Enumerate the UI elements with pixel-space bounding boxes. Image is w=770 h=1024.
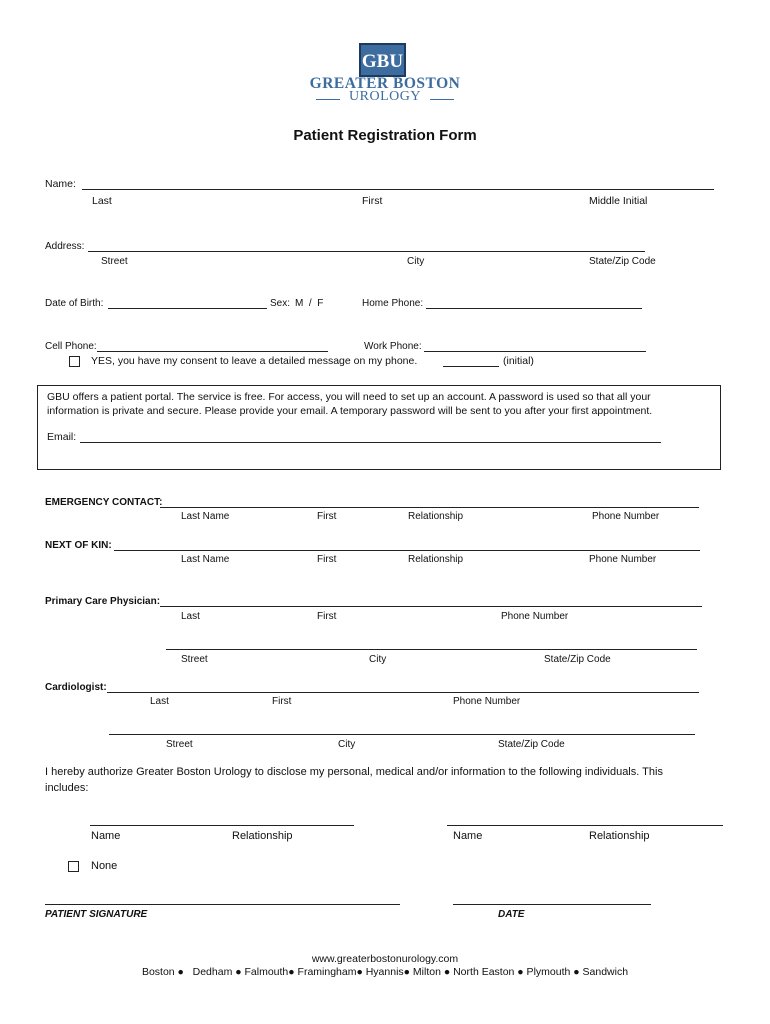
cardio-sub-first: First [272,696,292,707]
kin-sub-phone: Phone Number [589,554,657,565]
date-input-line[interactable] [453,904,651,905]
logo-mark-text: GBU [361,51,404,72]
cardiologist-address-input-line[interactable] [109,734,695,735]
emergency-sub-first: First [317,511,337,522]
name-sub-last: Last [92,195,112,207]
address-input-line[interactable] [88,251,645,252]
gbu-logo-mark [359,43,406,77]
signature-input-line[interactable] [45,904,400,905]
authorized-person2-input-line[interactable] [447,825,723,826]
none-checkbox[interactable] [68,861,79,872]
footer-locations: Boston ● Dedham ● Falmouth● Framingham● Hyannis● Milton ● North Easton ● Plymouth ● Sandwich [141,966,629,978]
cardio-sub-city: City [338,739,356,750]
portal-text-line1: GBU offers a patient portal. The service is free. For access, you will need to set up an account. A password is used so that all your [47,391,651,403]
pcp-name-input-line[interactable] [160,606,702,607]
pcp-label: Primary Care Physician: [45,596,161,607]
authorized-name2-label: Name [453,830,483,842]
pcp-sub-statezip: State/Zip Code [544,654,611,665]
signature-label: PATIENT SIGNATURE [45,909,148,920]
work-phone-input-line[interactable] [424,351,646,352]
sex-options[interactable]: M / F [295,298,324,309]
emergency-sub-last: Last Name [181,511,230,522]
dob-label: Date of Birth: [45,298,104,309]
date-label: DATE [498,909,525,920]
home-phone-label: Home Phone: [362,298,424,309]
cardiologist-label: Cardiologist: [45,682,107,693]
emergency-sub-phone: Phone Number [592,511,660,522]
email-label: Email: [47,431,77,443]
cardio-sub-statezip: State/Zip Code [498,739,565,750]
authorized-relationship1-label: Relationship [232,830,293,842]
emergency-sub-relationship: Relationship [408,511,464,522]
pcp-address-input-line[interactable] [166,649,697,650]
pcp-sub-first: First [317,611,337,622]
pcp-sub-city: City [369,654,387,665]
authorized-relationship2-label: Relationship [589,830,650,842]
sex-label: Sex: [270,298,291,309]
kin-sub-first: First [317,554,337,565]
address-label: Address: [45,241,85,252]
cardio-sub-last: Last [150,696,169,707]
logo-line2: UROLOGY [349,89,421,104]
logo-rule-right [430,99,454,100]
none-label: None [91,860,118,872]
consent-initial-suffix: (initial) [503,355,534,367]
name-sub-middle-initial: Middle Initial [589,195,648,207]
work-phone-label: Work Phone: [364,341,422,352]
email-input-line[interactable] [80,442,661,443]
address-sub-statezip: State/Zip Code [589,256,656,267]
next-of-kin-label: NEXT OF KIN: [45,540,112,551]
pcp-sub-street: Street [181,654,208,665]
pcp-sub-phone: Phone Number [501,611,569,622]
portal-text-line2: information is private and secure. Please provide your email. A temporary password will be sent to you after your first appointment. [47,405,653,417]
authorized-name1-label: Name [91,830,121,842]
cardio-sub-street: Street [166,739,193,750]
authorize-text-line2: includes: [45,782,89,794]
kin-sub-relationship: Relationship [408,554,464,565]
footer-url[interactable]: www.greaterbostonurology.com [311,953,459,965]
address-sub-city: City [407,256,425,267]
home-phone-input-line[interactable] [426,308,642,309]
consent-checkbox[interactable] [69,356,80,367]
kin-sub-last: Last Name [181,554,230,565]
authorized-person1-input-line[interactable] [90,825,354,826]
page-title: Patient Registration Form [293,127,477,144]
cardio-sub-phone: Phone Number [453,696,521,707]
name-input-line[interactable] [82,189,714,190]
emergency-contact-input-line[interactable] [160,507,699,508]
consent-text: YES, you have my consent to leave a detailed message on my phone. [91,355,418,367]
cell-phone-input-line[interactable] [97,351,328,352]
consent-initial-line[interactable] [443,366,499,367]
dob-input-line[interactable] [108,308,267,309]
next-of-kin-input-line[interactable] [114,550,700,551]
name-label: Name: [45,178,76,190]
logo-line1: GREATER BOSTON [309,75,461,92]
cell-phone-label: Cell Phone: [45,341,97,352]
emergency-contact-label: EMERGENCY CONTACT: [45,497,163,508]
name-sub-first: First [362,195,383,207]
pcp-sub-last: Last [181,611,200,622]
cardiologist-name-input-line[interactable] [107,692,699,693]
authorize-text-line1: I hereby authorize Greater Boston Urology to disclose my personal, medical and/or information to the following individuals. This [45,766,663,778]
address-sub-street: Street [101,256,128,267]
